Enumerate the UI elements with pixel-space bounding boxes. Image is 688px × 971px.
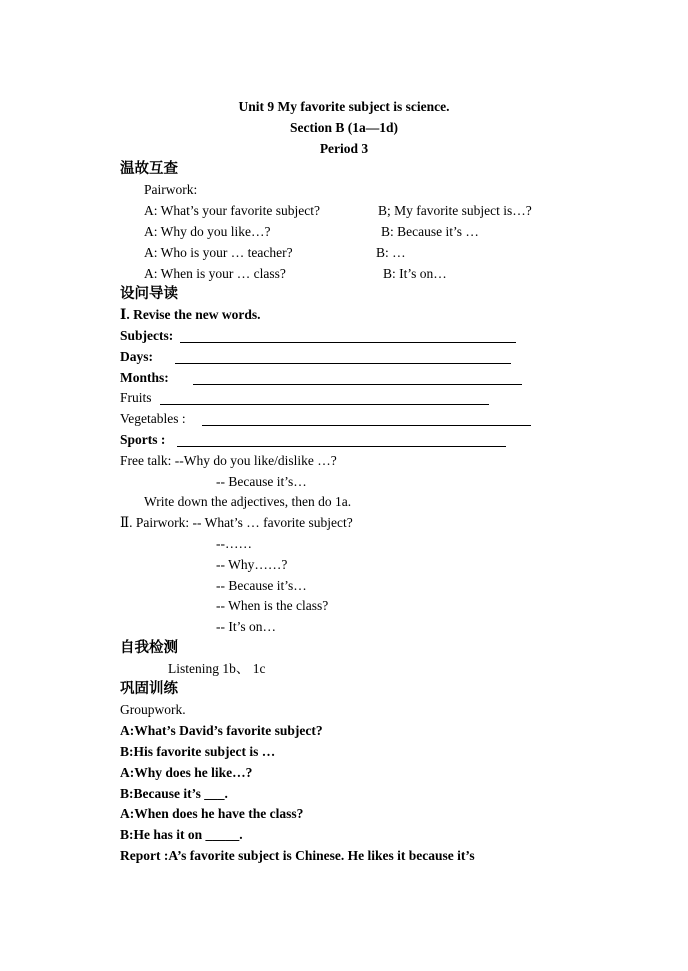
field-fruits [120,390,152,406]
groupwork-label: Groupwork. [120,702,186,717]
field-label: Months: [120,370,169,385]
guide-heading: 设问导读 [120,286,178,302]
practice-line: B:He has it on _____. [120,827,243,842]
review-row-b: B: It’s on… [383,266,447,281]
write-down-instruction: Write down the adjectives, then do 1a. [144,494,352,509]
practice-line: A:When does he have the class? [120,806,304,821]
review-heading: 温故互查 [120,161,178,177]
review-row-b: B: … [376,245,406,260]
field-label: Days: [120,349,153,364]
review-row-a: A: When is your … class? [144,266,286,281]
consolidate-heading: 巩固训练 [120,681,178,697]
practice-line: A:Why does he like…? [120,765,253,780]
report-line: Report :A’s favorite subject is Chinese. He likes it because it’s [120,848,475,863]
review-row-b: B; My favorite subject is…? [378,203,532,218]
field-vegetables [120,411,186,427]
section-title: Section B (1a—1d) [290,120,398,135]
unit-title: Unit 9 My favorite subject is science. [238,99,450,114]
free-talk-answer: -- Because it’s… [216,474,307,489]
answer-blank[interactable] [180,330,516,343]
selfcheck-heading: 自我检测 [120,640,178,656]
answer-blank[interactable] [177,434,506,447]
practice-line: A:What’s David’s favorite subject? [120,723,323,738]
answer-blank[interactable] [160,392,489,405]
answer-blank[interactable] [193,372,522,385]
field-label: Sports : [120,432,166,447]
answer-blank[interactable] [202,413,531,426]
field-label: Subjects: [120,328,174,343]
dialogue-line: -- Because it’s… [216,578,307,593]
field-sports [120,432,165,448]
dialogue-line: -- When is the class? [216,598,329,613]
period-title: Period 3 [319,141,369,156]
field-label: Fruits [120,390,152,405]
field-days [120,349,153,365]
part1-heading: Ⅰ. Revise the new words. [120,307,261,322]
review-row-a: A: Why do you like…? [144,224,271,239]
part2-heading: Ⅱ. Pairwork: -- What’s … favorite subject? [120,515,353,530]
field-label: Vegetables : [120,411,186,426]
field-subjects [120,328,173,344]
field-months [120,370,169,386]
answer-blank[interactable] [175,351,511,364]
listening-task: Listening 1b、 1c [168,661,266,676]
review-row-a: A: Who is your … teacher? [144,245,293,260]
practice-line: B:Because it’s ___. [120,786,228,801]
review-row-a: A: What’s your favorite subject? [144,203,320,218]
dialogue-line: -- It’s on… [216,619,276,634]
pairwork-label: Pairwork: [144,182,198,197]
practice-line: B:His favorite subject is … [120,744,276,759]
dialogue-line: -- Why……? [216,557,288,572]
free-talk-line: Free talk: --Why do you like/dislike …? [120,453,337,468]
review-row-b: B: Because it’s … [381,224,479,239]
dialogue-line: --…… [216,536,252,551]
